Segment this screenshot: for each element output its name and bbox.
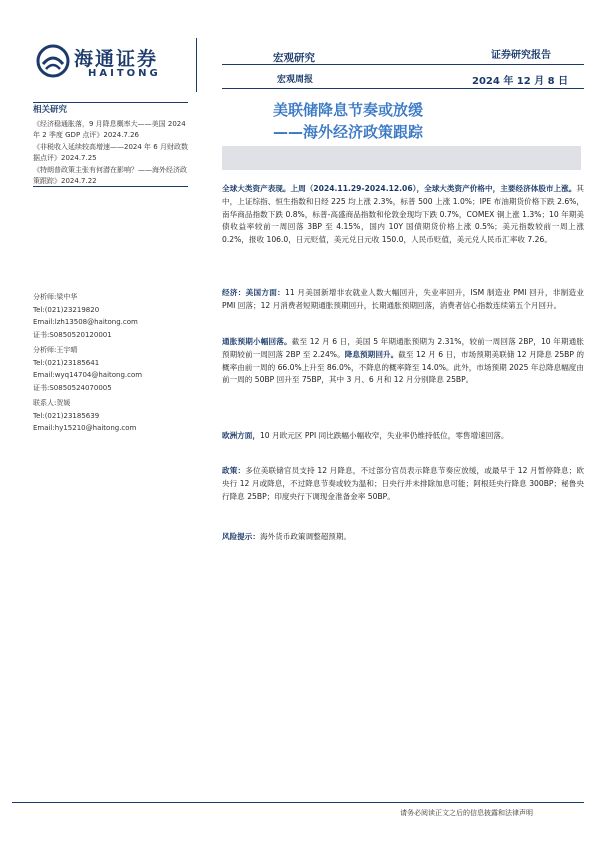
related-item[interactable]: 《特朗普政策主张有何潜在影响？——海外经济政策跟踪》2024.7.22 (33, 165, 187, 185)
report-category: 宏观研究 (273, 52, 315, 64)
us-economy-lead: 经济：美国方面： (222, 288, 285, 297)
related-item[interactable]: 《经济稳通胀落，9 月降息概率大——美国 2024 年 2 季度 GDP 点评》2024.7.26 (33, 119, 186, 139)
asset-performance-text: 其中，上证综指、恒生指数和日经 225 均上涨 2.3%，标普 500 上涨 1.0%；IPE 布油期货价格下跌 2.6%，南华商品指数下跌 0.8%，标普-高盛商品指数和伦敦金现均下跌 0.7%，COMEX 铜上涨 1.3%；10 年期美债收益率较前一周回落 3BP 至 4.15%，国内 10Y 国债期货价格上涨 0.5%；美元指数较前一周上涨 0.2%，报收 106.0，日元贬值，美元兑日元收 150.0，人民币贬值，美元兑人民币汇率收 7.26。 (222, 184, 584, 245)
analyst-name: 联系人:贺媛 (33, 399, 71, 407)
related-research (33, 105, 188, 188)
policy-text: 多位美联储官员支持 12 月降息，不过部分官员表示降息节奏应放缓，或最早于 12 月暂停降息；欧央行 12 月或降息，不过降息节奏或较为温和；日央行并未排除加息可能；阿根廷央行降息 300BP；秘鲁央行降息 25BP；印度央行下调现金准备金率 50BP。 (222, 466, 585, 501)
paragraph-policy (222, 465, 584, 503)
title-main: 美联储降息节奏或放缓 (273, 101, 424, 119)
risk-text: 海外货币政策调整超预期。 (259, 532, 352, 541)
analyst-email[interactable]: Email:hy15210@haitong.com (33, 424, 137, 432)
europe-text: 10 月欧元区 PPI 同比跌幅小幅收窄，失业率仍维持低位，零售增速回落。 (259, 431, 509, 440)
policy-lead: 政策： (222, 466, 246, 475)
title-gray-band (222, 146, 581, 170)
report-date: 2024 年 12 月 8 日 (472, 76, 569, 87)
analyst-cert: 证书:S0850524070005 (33, 383, 112, 392)
paragraph-inflation-expectations (222, 336, 584, 387)
logo-english-name: HAITONG (88, 68, 161, 79)
analyst-block (33, 397, 188, 435)
header-rule-bottom (222, 88, 584, 89)
analyst-block (33, 344, 188, 394)
inflation-text: 截至 12 月 6 日，美国 5 年期通胀预期为 2.31%，较前一周回落 2BP，10 年期通胀预期较前一周回落 2BP 至 2.24%。 (222, 337, 584, 359)
analyst-email[interactable]: Email:wyq14704@haitong.com (33, 371, 143, 379)
analyst-tel: Tel:(021)23185639 (33, 411, 100, 420)
logo-chinese-name: 海通证券 (74, 48, 159, 70)
analyst-cert: 证书:S0850520120001 (33, 330, 112, 339)
sidebar-rule-bottom (33, 186, 188, 187)
europe-lead: 欧洲方面， (222, 431, 260, 440)
analyst-email[interactable]: Email:lzh13508@haitong.com (33, 318, 138, 326)
inflation-lead: 通胀预期小幅回落。 (222, 337, 292, 346)
asset-performance-lead: 全球大类资产表现。上周（2024.11.29-2024.12.06），全球大类资产价格中，主要经济体股市上涨。 (222, 184, 577, 193)
related-item[interactable]: 《非税收入延续较高增速——2024 年 6 月财政数据点评》2024.7.25 (33, 142, 188, 162)
risk-lead: 风险提示： (222, 532, 260, 541)
analyst-name: 分析师:梁中华 (33, 293, 78, 301)
title-sub: ——海外经济政策跟踪 (273, 123, 424, 141)
sidebar-rule-top (33, 102, 188, 103)
rate-cut-lead: 降息预期回升。 (344, 349, 399, 359)
analyst-block (33, 291, 188, 341)
haitong-logo (36, 42, 186, 82)
us-economy-text: 11 月美国新增非农就业人数大幅回升，失业率回升，ISM 制造业 PMI 回升，非制造业 PMI 回落；12 月消费者短期通胀预期回升，长期通胀预期回落，消费者信心指数连续第五个月回升。 (222, 288, 585, 310)
haitong-logo-icon (36, 44, 70, 78)
analyst-tel: Tel:(021)23185641 (33, 358, 100, 367)
footer-rule (12, 802, 584, 803)
related-research-heading: 相关研究 (33, 105, 68, 115)
paragraph-europe (222, 430, 584, 443)
rate-cut-text: 截至 12 月 6 日，市场预期美联储 12 月降息 25BP 的概率由前一周的 66.0%上升至 86.0%，不降息的概率降至 14.0%。此外，市场预期 2025 年总降息幅度由前一周的 50BP 回升至 75BP，其中 3 月、6 月和 12 月分别降息 25BP。 (222, 349, 585, 385)
report-type: 证券研究报告 (491, 50, 551, 61)
header-rule-top (222, 64, 584, 65)
analyst-tel: Tel:(021)23219820 (33, 305, 100, 314)
paragraph-us-economy (222, 287, 584, 313)
paragraph-risk (222, 531, 584, 544)
report-subcategory: 宏观周报 (277, 75, 314, 85)
analyst-name: 分析师:王宇晴 (33, 346, 78, 354)
header-divider-vertical (196, 38, 197, 92)
footer-disclaimer: 请务必阅读正文之后的信息披露和法律声明 (400, 809, 533, 817)
paragraph-asset-performance (222, 183, 584, 247)
